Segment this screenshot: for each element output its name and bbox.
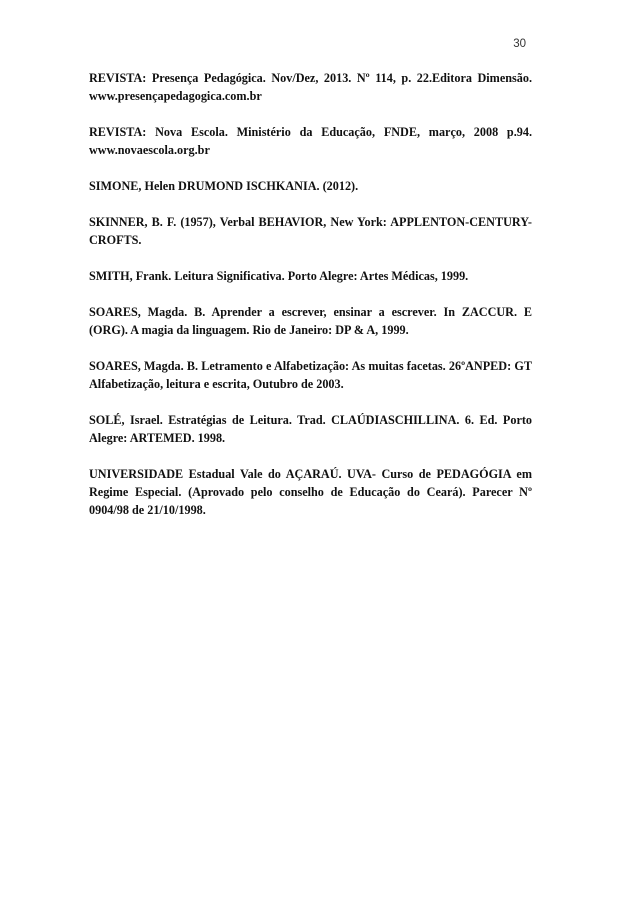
reference-entry-revista-presenca: REVISTA: Presença Pedagógica. Nov/Dez, 2013. Nº 114, p. 22.Editora Dimensão. www.presençapedagogica.com.br [89, 71, 532, 103]
reference-entry-soares-2003: SOARES, Magda. B. Letramento e Alfabetização: As muitas facetas. 26ºANPED: GT Alfabetização, leitura e escrita, Outubro de 2003. [89, 359, 532, 391]
reference-entry-simone: SIMONE, Helen DRUMOND ISCHKANIA. (2012). [89, 179, 359, 193]
reference-entry-skinner: SKINNER, B. F. (1957), Verbal BEHAVIOR, New York: APPLENTON-CENTURY- CROFTS. [89, 215, 532, 247]
page-number: 30 [513, 38, 526, 50]
reference-list [89, 69, 532, 537]
reference-entry-smith: SMITH, Frank. Leitura Significativa. Porto Alegre: Artes Médicas, 1999. [89, 269, 469, 283]
reference-entry-soares-1999: SOARES, Magda. B. Aprender a escrever, ensinar a escrever. In ZACCUR. E (ORG). A magia da linguagem. Rio de Janeiro: DP & A, 1999. [89, 305, 532, 337]
reference-entry-revista-nova-escola: REVISTA: Nova Escola. Ministério da Educação, FNDE, março, 2008 p.94. www.novaescola.org.br [89, 125, 532, 157]
reference-entry-sole: SOLÉ, Israel. Estratégias de Leitura. Trad. CLAÚDIASCHILLINA. 6. Ed. Porto Alegre: ARTEMED. 1998. [89, 413, 532, 445]
reference-entry-universidade: UNIVERSIDADE Estadual Vale do AÇARAÚ. UVA- Curso de PEDAGÓGIA em Regime Especial. (Aprovado pelo conselho de Educação do Ceará). Parecer Nº 0904/98 de 21/10/1998. [89, 467, 532, 517]
